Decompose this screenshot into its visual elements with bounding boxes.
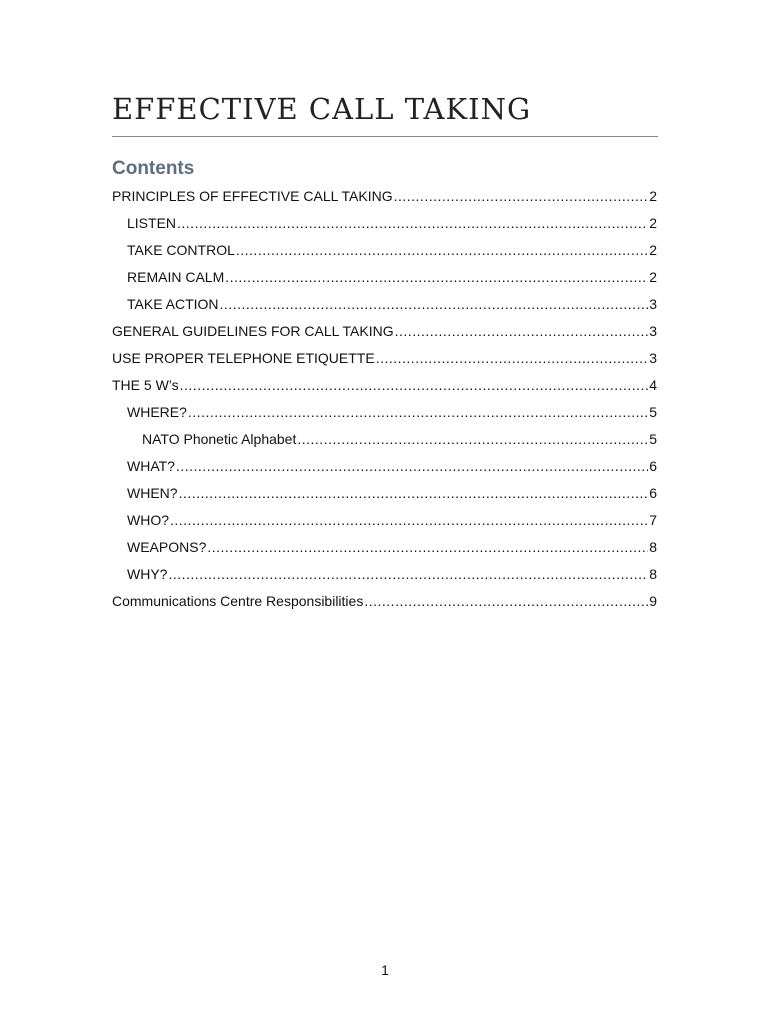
toc-entry-label: THE 5 W’s	[112, 376, 179, 393]
toc-leader	[177, 215, 648, 231]
toc-entry-what[interactable]	[112, 452, 657, 479]
toc-entry-page: 8	[649, 565, 657, 582]
document-title: EFFECTIVE CALL TAKING	[112, 92, 532, 126]
toc-leader	[188, 404, 648, 420]
table-of-contents	[112, 182, 657, 614]
toc-entry-who[interactable]	[112, 506, 657, 533]
toc-leader	[207, 539, 648, 555]
toc-entry-page: 2	[649, 241, 657, 258]
toc-leader	[220, 296, 649, 312]
toc-entry-listen[interactable]	[112, 209, 657, 236]
toc-leader	[236, 242, 648, 258]
toc-entry-page: 3	[649, 322, 657, 339]
toc-leader	[170, 512, 648, 528]
toc-leader	[376, 350, 649, 366]
toc-entry-take-action[interactable]	[112, 290, 657, 317]
toc-entry-page: 2	[649, 268, 657, 285]
page-number: 1	[381, 962, 389, 978]
toc-entry-label: Communications Centre Responsibilities	[112, 592, 364, 609]
toc-entry-page: 9	[649, 592, 657, 609]
toc-entry-page: 2	[649, 214, 657, 231]
toc-entry-page: 5	[649, 403, 657, 420]
toc-entry-page: 8	[649, 538, 657, 555]
toc-entry-telephone-etiquette[interactable]	[112, 344, 657, 371]
toc-entry-nato-alphabet[interactable]	[112, 425, 657, 452]
title-divider	[112, 136, 658, 137]
toc-entry-page: 5	[649, 430, 657, 447]
toc-entry-when[interactable]	[112, 479, 657, 506]
toc-entry-where[interactable]	[112, 398, 657, 425]
toc-leader	[225, 269, 648, 285]
toc-entry-page: 6	[649, 484, 657, 501]
toc-leader	[180, 377, 649, 393]
toc-entry-page: 6	[649, 457, 657, 474]
toc-entry-page: 3	[649, 295, 657, 312]
toc-leader	[168, 566, 648, 582]
toc-entry-communications-centre[interactable]	[112, 587, 657, 614]
toc-entry-label: WHEN?	[127, 484, 178, 501]
toc-entry-label: WHAT?	[127, 457, 175, 474]
toc-entry-general-guidelines[interactable]	[112, 317, 657, 344]
toc-entry-label: WEAPONS?	[127, 538, 207, 555]
toc-entry-page: 2	[649, 187, 657, 204]
toc-entry-label: WHERE?	[127, 403, 187, 420]
toc-entry-page: 7	[649, 511, 657, 528]
toc-entry-label: PRINCIPLES OF EFFECTIVE CALL TAKING	[112, 187, 393, 204]
toc-leader	[179, 485, 649, 501]
toc-entry-label: TAKE ACTION	[127, 295, 219, 312]
toc-entry-principles[interactable]	[112, 182, 657, 209]
toc-entry-label: USE PROPER TELEPHONE ETIQUETTE	[112, 349, 375, 366]
toc-entry-label: REMAIN CALM	[127, 268, 225, 285]
toc-entry-label: TAKE CONTROL	[127, 241, 235, 258]
toc-entry-label: LISTEN	[127, 214, 177, 231]
toc-leader	[395, 323, 649, 339]
toc-leader	[297, 431, 648, 447]
toc-entry-five-ws[interactable]	[112, 371, 657, 398]
toc-entry-label: GENERAL GUIDELINES FOR CALL TAKING	[112, 322, 394, 339]
toc-leader	[394, 188, 649, 204]
toc-entry-take-control[interactable]	[112, 236, 657, 263]
toc-entry-why[interactable]	[112, 560, 657, 587]
toc-heading: Contents	[112, 158, 195, 179]
toc-entry-page: 3	[649, 349, 657, 366]
toc-entry-label: WHY?	[127, 565, 168, 582]
toc-entry-label: NATO Phonetic Alphabet	[142, 430, 297, 447]
toc-entry-label: WHO?	[127, 511, 169, 528]
toc-leader	[176, 458, 648, 474]
toc-entry-weapons[interactable]	[112, 533, 657, 560]
toc-entry-page: 4	[649, 376, 657, 393]
toc-entry-remain-calm[interactable]	[112, 263, 657, 290]
toc-leader	[364, 593, 648, 609]
